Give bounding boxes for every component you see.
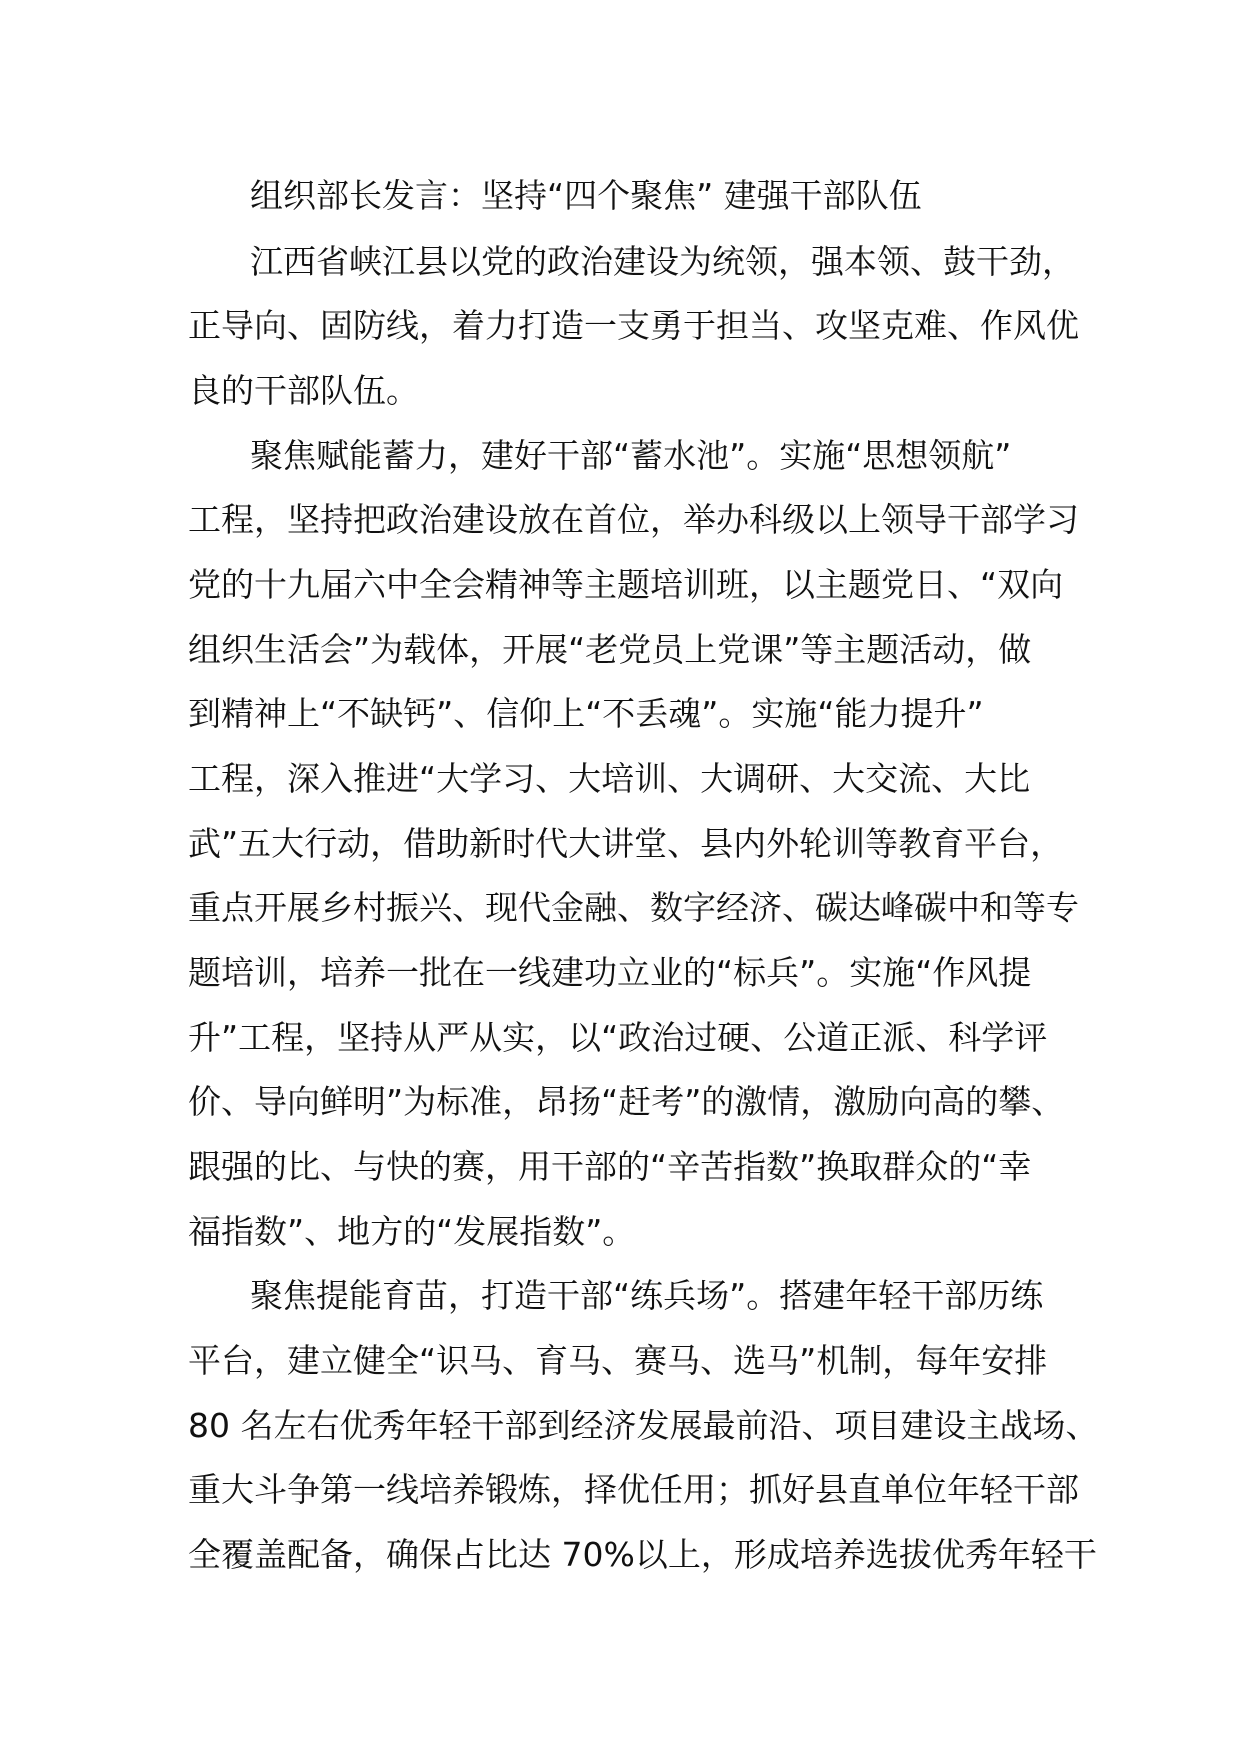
paragraph-2-line-7: 武”五大行动，借助新时代大讲堂、县内外轮训等教育平台， xyxy=(188,824,1064,863)
paragraph-2-line-2: 工程，坚持把政治建设放在首位，举办科级以上领导干部学习 xyxy=(188,500,1079,539)
paragraph-2-line-1: 聚焦赋能蓄力，建好干部“蓄水池”。实施“思想领航” xyxy=(250,436,1012,475)
paragraph-3-line-4: 重大斗争第一线培养锻炼，择优任用；抓好县直单位年轻干部 xyxy=(188,1470,1079,1509)
paragraph-1-line-2: 正导向、固防线，着力打造一支勇于担当、攻坚克难、作风优 xyxy=(188,306,1079,345)
paragraph-2-line-13: 福指数”、地方的“发展指数”。 xyxy=(188,1212,636,1251)
paragraph-2-line-8: 重点开展乡村振兴、现代金融、数字经济、碳达峰碳中和等专 xyxy=(188,888,1079,927)
paragraph-2-line-5: 到精神上“不缺钙”、信仰上“不丢魂”。实施“能力提升” xyxy=(188,694,984,733)
paragraph-3-line-1: 聚焦提能育苗，打造干部“练兵场”。搭建年轻干部历练 xyxy=(250,1276,1044,1315)
paragraph-2-line-3: 党的十九届六中全会精神等主题培训班，以主题党日、“双向 xyxy=(188,565,1064,604)
paragraph-2-line-12: 跟强的比、与快的赛，用干部的“辛苦指数”换取群众的“幸 xyxy=(188,1147,1032,1186)
paragraph-2-line-11: 价、导向鲜明”为标准，昂扬“赶考”的激情，激励向高的攀、 xyxy=(188,1082,1065,1121)
paragraph-2-line-9: 题培训，培养一批在一线建功立业的“标兵”。实施“作风提 xyxy=(188,953,1032,992)
paragraph-3-line-2: 平台，建立健全“识马、育马、赛马、选马”机制，每年安排 xyxy=(188,1341,1048,1380)
paragraph-2-line-10: 升”工程，坚持从严从实，以“政治过硬、公道正派、科学评 xyxy=(188,1018,1048,1057)
paragraph-1-line-3: 良的干部队伍。 xyxy=(188,371,419,410)
paragraph-3-line-5: 全覆盖配备，确保占比达 70%以上，形成培养选拔优秀年轻干 xyxy=(188,1535,1097,1574)
paragraph-3-line-3: 80 名左右优秀年轻干部到经济发展最前沿、项目建设主战场、 xyxy=(188,1406,1099,1445)
paragraph-1-line-1: 江西省峡江县以党的政治建设为统领，强本领、鼓干劲， xyxy=(250,242,1075,281)
page-title: 组织部长发言：坚持“四个聚焦” 建强干部队伍 xyxy=(250,176,922,215)
paragraph-2-line-4: 组织生活会”为载体，开展“老党员上党课”等主题活动，做 xyxy=(188,630,1032,669)
paragraph-2-line-6: 工程，深入推进“大学习、大培训、大调研、大交流、大比 xyxy=(188,759,1031,798)
